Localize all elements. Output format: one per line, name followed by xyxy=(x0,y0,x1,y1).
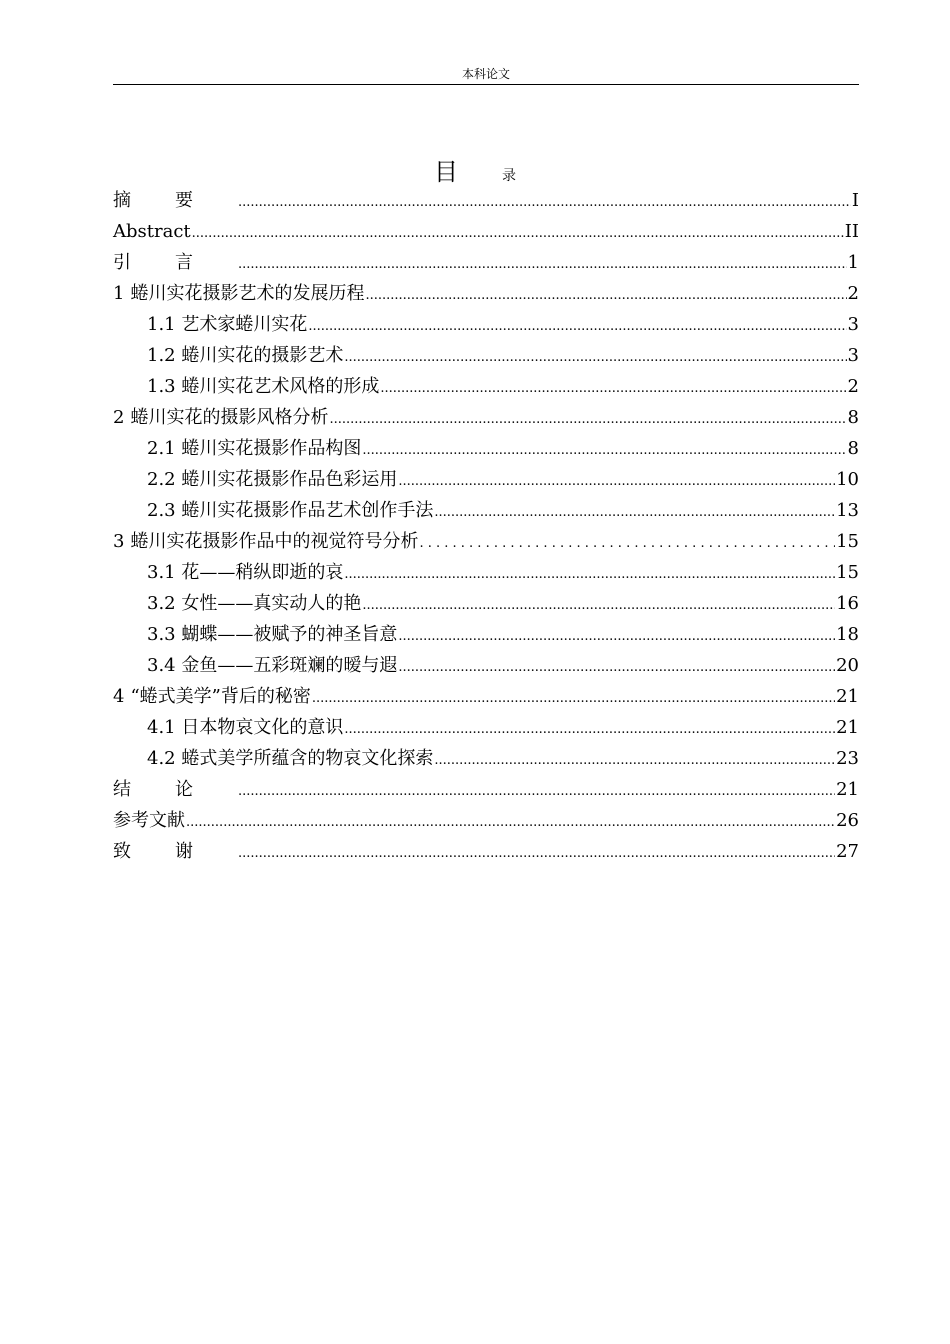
header-text: 本科论文 xyxy=(461,67,510,81)
toc-dot-leader xyxy=(308,311,846,342)
chapter-number: 3 xyxy=(113,531,125,552)
toc-entry-abstract-cn[interactable] xyxy=(113,185,859,216)
toc-entry-section-4-2[interactable] xyxy=(113,743,859,774)
table-of-contents xyxy=(113,185,859,867)
toc-entry-label xyxy=(113,526,418,557)
toc-page-number: 1 xyxy=(847,252,859,273)
toc-dot-leader xyxy=(186,807,835,838)
toc-dot-leader xyxy=(344,559,835,590)
toc-page-number: 8 xyxy=(847,407,859,428)
toc-entry-section-3-2[interactable] xyxy=(113,588,859,619)
toc-entry-chapter-4[interactable] xyxy=(113,681,859,712)
toc-dot-leader xyxy=(238,187,851,218)
toc-dot-leader xyxy=(192,218,844,249)
toc-dot-leader xyxy=(329,404,846,435)
toc-dot-leader xyxy=(380,373,846,404)
toc-page-number: 15 xyxy=(836,531,859,552)
toc-dot-leader xyxy=(398,621,835,652)
toc-dot-leader xyxy=(365,280,846,311)
toc-entry-label: 2.1 蜷川实花摄影作品构图 xyxy=(147,438,362,459)
toc-entry-introduction[interactable] xyxy=(113,247,859,278)
toc-entry-label: 2.2 蜷川实花摄影作品色彩运用 xyxy=(147,469,398,490)
toc-page-number: 2 xyxy=(847,283,859,304)
toc-entry-section-1-1[interactable] xyxy=(113,309,859,340)
toc-entry-label: 1.3 蜷川实花艺术风格的形成 xyxy=(147,376,380,397)
toc-entry-section-3-3[interactable] xyxy=(113,619,859,650)
toc-entry-section-2-1[interactable] xyxy=(113,433,859,464)
toc-entry-label: 3.3 蝴蝶——被赋予的神圣旨意 xyxy=(147,624,398,645)
toc-entry-label: 3.2 女性——真实动人的艳 xyxy=(147,593,362,614)
toc-page-number: 10 xyxy=(836,469,859,490)
page-header xyxy=(113,64,859,85)
toc-page-number: 27 xyxy=(836,841,859,862)
toc-page-number: 3 xyxy=(847,314,859,335)
toc-entry-label xyxy=(113,402,328,433)
toc-dot-leader xyxy=(434,745,835,776)
toc-dot-leader xyxy=(362,590,835,621)
toc-page-number: II xyxy=(844,221,859,242)
toc-title-char2: 录 xyxy=(502,168,516,184)
toc-dot-leader xyxy=(344,714,835,745)
toc-dot-leader xyxy=(434,497,835,528)
toc-entry-conclusion[interactable] xyxy=(113,774,859,805)
toc-entry-chapter-1[interactable] xyxy=(113,278,859,309)
toc-entry-label: 摘要 xyxy=(113,190,237,211)
toc-page-number: 16 xyxy=(836,593,859,614)
toc-page-number: 2 xyxy=(847,376,859,397)
toc-dot-leader xyxy=(398,466,835,497)
toc-dot-leader xyxy=(238,249,847,280)
toc-page-number: I xyxy=(851,190,859,211)
toc-dot-leader xyxy=(238,776,835,807)
toc-page-number: 13 xyxy=(836,500,859,521)
toc-page-number: 21 xyxy=(836,717,859,738)
chapter-title: 蜷川实花摄影艺术的发展历程 xyxy=(130,283,365,304)
chapter-number: 1 xyxy=(113,283,125,304)
toc-title-char1: 目 xyxy=(434,158,458,186)
toc-entry-label: 结论 xyxy=(113,779,237,800)
toc-title xyxy=(0,152,950,187)
toc-page-number: 21 xyxy=(836,686,859,707)
toc-entry-label: 引言 xyxy=(113,252,237,273)
toc-entry-label: 1.1 艺术家蜷川实花 xyxy=(147,314,308,335)
toc-page-number: 20 xyxy=(836,655,859,676)
toc-dot-leader xyxy=(398,652,835,683)
toc-entry-acknowledgements[interactable] xyxy=(113,836,859,867)
toc-page-number: 15 xyxy=(836,562,859,583)
toc-page-number: 23 xyxy=(836,748,859,769)
chapter-title: “蜷式美学”背后的秘密 xyxy=(130,686,311,707)
chapter-title: 蜷川实花的摄影风格分析 xyxy=(130,407,329,428)
toc-page-number: 3 xyxy=(847,345,859,366)
toc-entry-label: 2.3 蜷川实花摄影作品艺术创作手法 xyxy=(147,500,434,521)
toc-page-number: 26 xyxy=(836,810,859,831)
toc-entry-label xyxy=(113,278,364,309)
toc-entry-label: 3.1 花——稍纵即逝的哀 xyxy=(147,562,344,583)
toc-entry-references[interactable] xyxy=(113,805,859,836)
toc-entry-section-2-3[interactable] xyxy=(113,495,859,526)
toc-entry-section-3-4[interactable] xyxy=(113,650,859,681)
toc-entry-label: 3.4 金鱼——五彩斑斓的暧与遐 xyxy=(147,655,398,676)
toc-entry-section-4-1[interactable] xyxy=(113,712,859,743)
toc-dot-leader xyxy=(419,528,835,559)
toc-dot-leader xyxy=(238,838,835,869)
toc-entry-section-1-3[interactable] xyxy=(113,371,859,402)
toc-dot-leader xyxy=(344,342,846,373)
toc-entry-label xyxy=(113,681,311,712)
toc-entry-section-3-1[interactable] xyxy=(113,557,859,588)
toc-entry-label: 4.2 蜷式美学所蕴含的物哀文化探索 xyxy=(147,748,434,769)
chapter-number: 4 xyxy=(113,686,125,707)
toc-page-number: 21 xyxy=(836,779,859,800)
toc-dot-leader xyxy=(312,683,835,714)
toc-page-number: 18 xyxy=(836,624,859,645)
toc-entry-section-2-2[interactable] xyxy=(113,464,859,495)
toc-entry-chapter-3[interactable] xyxy=(113,526,859,557)
toc-entry-label: 致谢 xyxy=(113,841,237,862)
toc-entry-label: 参考文献 xyxy=(113,810,185,831)
toc-entry-chapter-2[interactable] xyxy=(113,402,859,433)
toc-entry-label: Abstract xyxy=(113,221,191,242)
chapter-title: 蜷川实花摄影作品中的视觉符号分析 xyxy=(130,531,419,552)
toc-entry-section-1-2[interactable] xyxy=(113,340,859,371)
toc-page-number: 8 xyxy=(847,438,859,459)
toc-dot-leader xyxy=(362,435,846,466)
toc-entry-label: 1.2 蜷川实花的摄影艺术 xyxy=(147,345,344,366)
toc-entry-abstract-en[interactable] xyxy=(113,216,859,247)
toc-entry-label: 4.1 日本物哀文化的意识 xyxy=(147,717,344,738)
chapter-number: 2 xyxy=(113,407,125,428)
